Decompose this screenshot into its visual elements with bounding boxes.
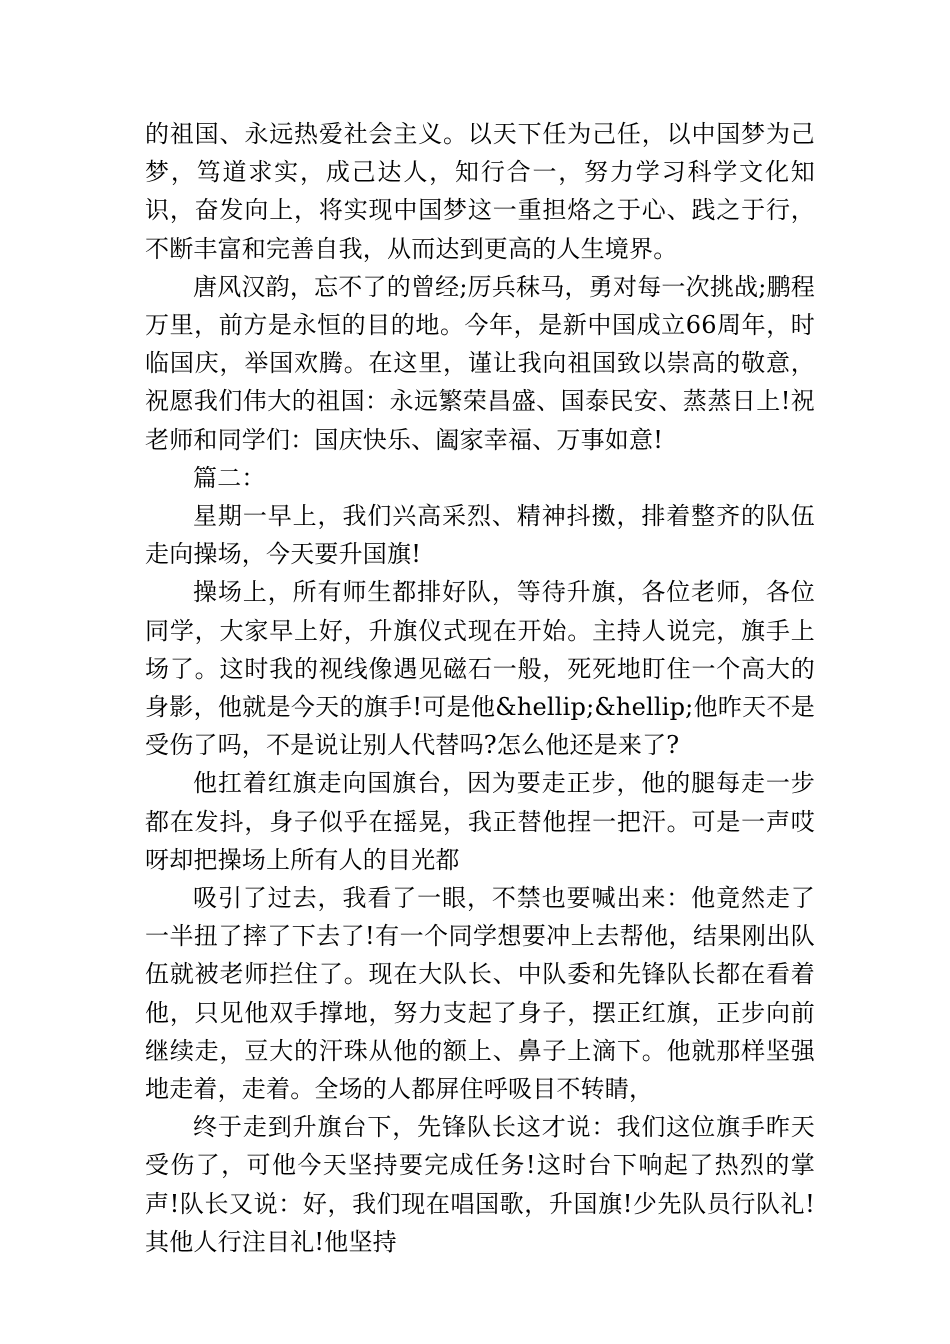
section-heading: 篇二： [193, 463, 266, 492]
paragraph-fall-and-rise: 吸引了过去，我看了一眼，不禁也要喊出来：他竟然走了一半扭了摔了下去了!有一个同学想要冲上去帮他，结果刚出队伍就被老师拦住了。现在大队长、中队委和先锋队长都在看着他，只见他双手撑地，努力支起了身子，摆正红旗，正步向前继续走，豆大的汗珠从他的额上、鼻子上滴下。他就那样坚强地走着，走着。全场的人都屏住呼吸目不转睛， [145, 884, 815, 1104]
paragraph-arrival-at-platform: 终于走到升旗台下，先锋队长这才说：我们这位旗手昨天受伤了，可他今天坚持要完成任务!这时台下响起了热烈的掌声!队长又说：好，我们现在唱国歌，升国旗!少先队员行队礼!其他人行注目礼!他坚持 [145, 1113, 815, 1256]
paragraph-flag-ceremony-start: 操场上，所有师生都排好队，等待升旗，各位老师，各位同学，大家早上好，升旗仪式现在开始。主持人说完，旗手上场了。这时我的视线像遇见磁石一般，死死地盯住一个高大的身影，他就是今天的旗手!可是他&hellip;&hellip;他昨天不是受伤了吗，不是说让别人代替吗?怎么他还是来了? [145, 578, 815, 760]
paragraph-flag-bearer-walk: 他扛着红旗走向国旗台，因为要走正步，他的腿每走一步都在发抖，身子似乎在摇晃，我正替他捏一把汗。可是一声哎呀却把操场上所有人的目光都 [145, 769, 815, 874]
paragraph-national-day-wishes: 唐风汉韵，忘不了的曾经;厉兵秣马，勇对每一次挑战;鹏程万里，前方是永恒的目的地。今年，是新中国成立66周年，时临国庆，举国欢腾。在这里，谨让我向祖国致以崇高的敬意，祝愿我们伟大的祖国：永远繁荣昌盛、国泰民安、蒸蒸日上!祝老师和同学们：国庆快乐、阖家幸福、万事如意! [145, 272, 815, 454]
document-body [145, 115, 815, 1261]
paragraph-continuation: 的祖国、永远热爱社会主义。以天下任为己任，以中国梦为己梦，笃道求实，成己达人，知行合一，努力学习科学文化知识，奋发向上，将实现中国梦这一重担烙之于心、践之于行，不断丰富和完善自我，从而达到更高的人生境界。 [145, 120, 815, 263]
paragraph-monday-morning: 星期一早上，我们兴高采烈、精神抖擞，排着整齐的队伍走向操场，今天要升国旗! [145, 502, 815, 569]
